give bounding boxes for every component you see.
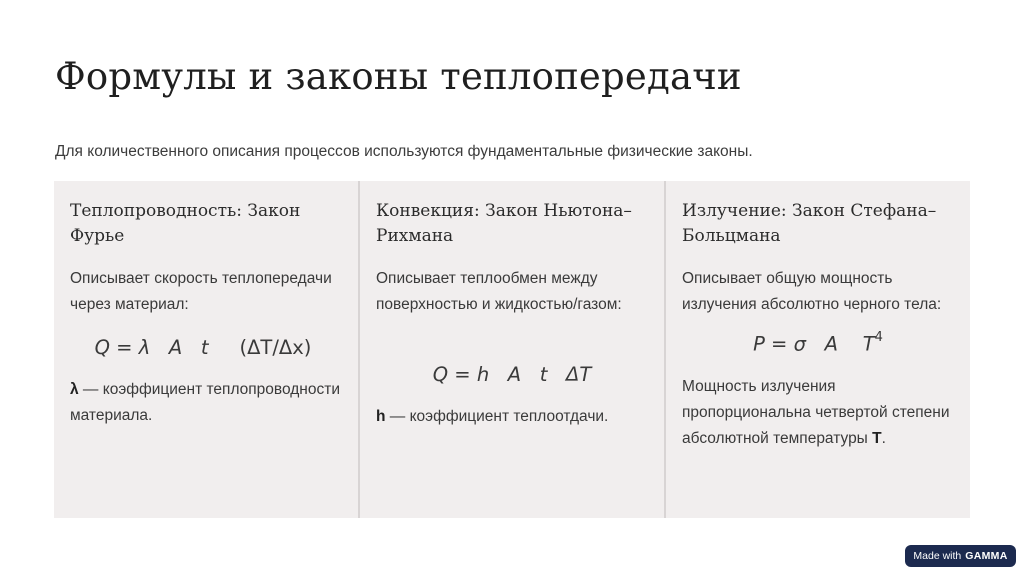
formula-gradient: (ΔT/Δx)	[239, 336, 312, 359]
card-note	[682, 374, 954, 452]
card-title: Теплопроводность: Закон Фурье	[70, 201, 301, 246]
card-conduction	[54, 181, 358, 518]
card-description: Описывает общую мощность излучения абсолютно черного тела:	[682, 270, 942, 313]
formula-t: T	[862, 332, 875, 356]
note-text: — коэффициент теплопроводности материала.	[70, 381, 340, 424]
formula-equals: =	[116, 336, 133, 359]
formula-q: Q	[432, 363, 449, 386]
note-symbol: h	[376, 408, 386, 425]
card-description: Описывает скорость теплопередачи через материал:	[70, 270, 332, 313]
card-note	[376, 404, 648, 430]
formula-p: P	[753, 332, 765, 356]
law-cards	[54, 181, 970, 518]
card-description: Описывает теплообмен между поверхностью и жидкостью/газом:	[376, 270, 622, 313]
made-with-gamma-badge[interactable]	[905, 545, 1016, 567]
page-subtitle: Для количественного описания процессов используются фундаментальные физические законы.	[55, 143, 753, 160]
formula-delta-t: ΔT	[566, 363, 592, 386]
formula-exponent: 4	[874, 330, 883, 345]
formula-equals: =	[771, 332, 788, 356]
formula-a: A	[168, 336, 183, 359]
gamma-logo: GAMMA	[965, 550, 1008, 562]
newton-formula	[376, 363, 648, 386]
formula-sigma: σ	[793, 332, 806, 356]
formula-lambda: λ	[138, 336, 151, 359]
formula-h: h	[476, 363, 490, 386]
note-end: .	[881, 429, 886, 447]
formula-a: A	[824, 332, 838, 356]
formula-q: Q	[94, 336, 110, 359]
note-symbol: λ	[70, 381, 79, 398]
card-title: Конвекция: Закон Ньютона–Рихмана	[376, 201, 632, 246]
formula-t: t	[200, 336, 209, 359]
card-convection	[358, 181, 664, 518]
formula-a: A	[507, 363, 522, 386]
card-note	[70, 377, 342, 429]
formula-equals: =	[454, 363, 471, 386]
note-text: — коэффициент теплоотдачи.	[385, 408, 609, 425]
badge-prefix: Made with	[913, 550, 962, 562]
fourier-formula	[70, 336, 342, 359]
formula-t: t	[539, 363, 548, 386]
card-radiation	[664, 181, 970, 518]
stefan-boltzmann-formula	[682, 332, 954, 356]
card-title: Излучение: Закон Стефана–Больцмана	[682, 201, 937, 246]
page-title: Формулы и законы теплопередачи	[55, 55, 742, 98]
note-symbol: T	[872, 429, 882, 447]
note-text: Мощность излучения пропорциональна четвертой степени абсолютной температуры	[682, 377, 950, 447]
